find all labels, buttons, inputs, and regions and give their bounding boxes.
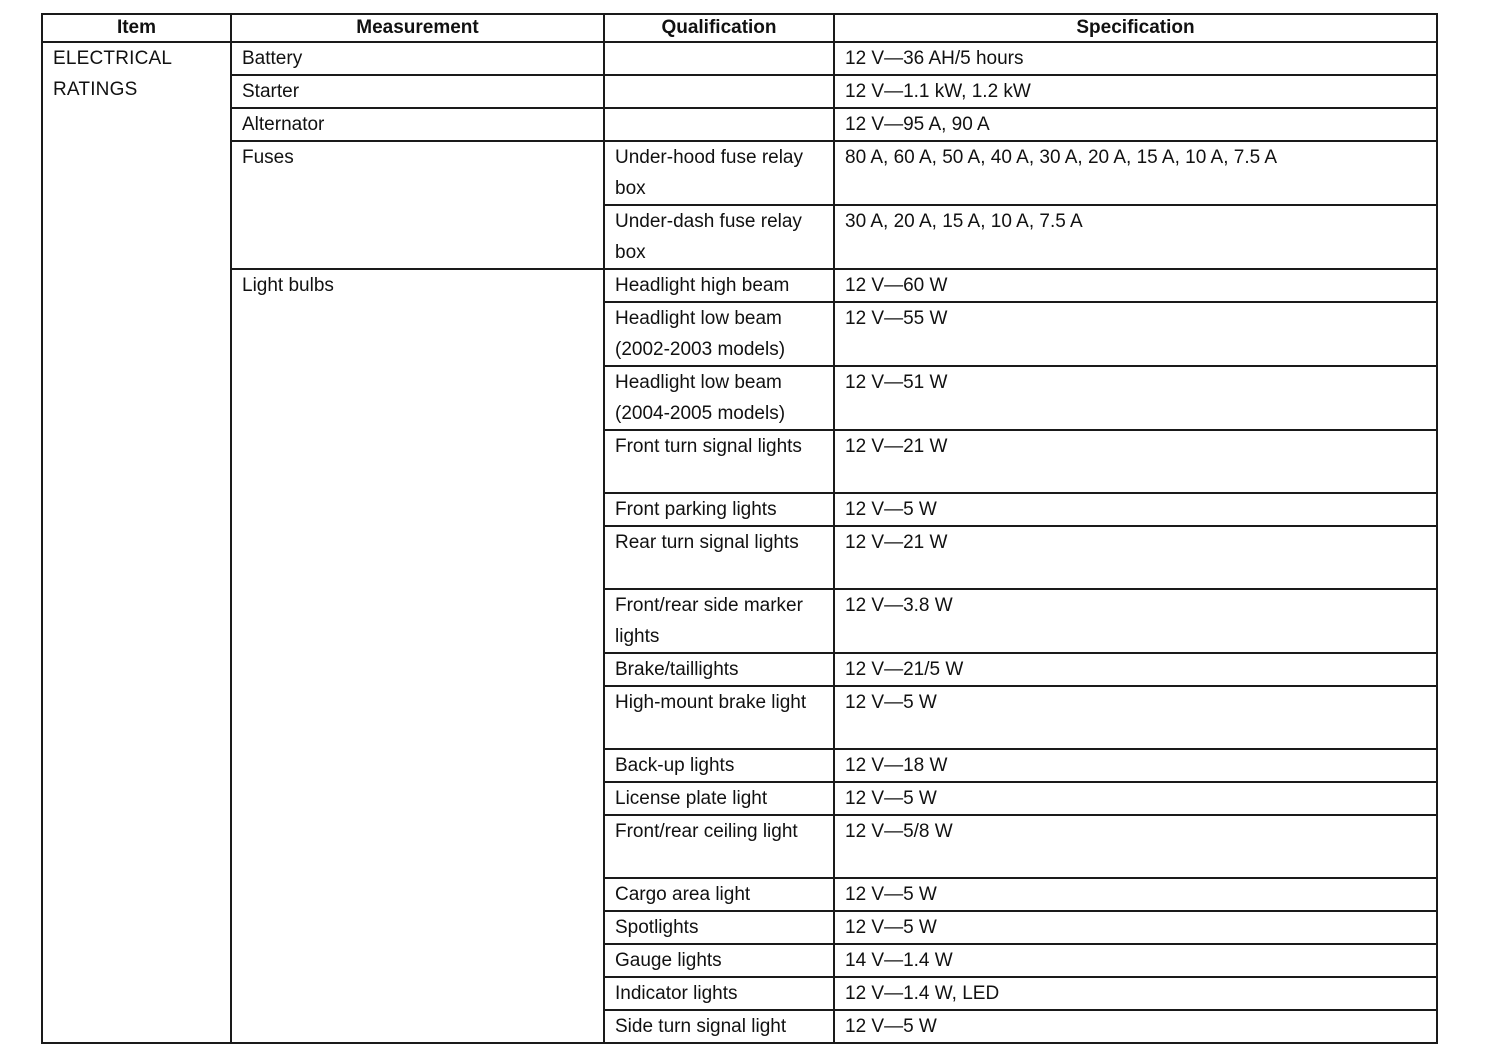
specification-cell: 12 V—1.4 W, LED (834, 977, 1437, 1010)
qualification-cell: Brake/taillights (604, 653, 834, 686)
qualification-cell (604, 108, 834, 141)
table-row (42, 141, 1437, 205)
measurement-light-bulbs: Light bulbs (231, 269, 604, 1043)
table-row (42, 42, 1437, 75)
specification-cell: 14 V—1.4 W (834, 944, 1437, 977)
specification-cell: 12 V—21 W (834, 430, 1437, 493)
qualification-cell: High-mount brake light (604, 686, 834, 749)
specification-cell: 12 V—95 A, 90 A (834, 108, 1437, 141)
qualification-cell (604, 75, 834, 108)
qualification-cell: Front parking lights (604, 493, 834, 526)
table-row (42, 75, 1437, 108)
specification-cell: 12 V—5 W (834, 1010, 1437, 1043)
table-row (42, 269, 1437, 302)
specification-cell: 12 V—21 W (834, 526, 1437, 589)
qualification-cell: Spotlights (604, 911, 834, 944)
qualification-cell: Under-dash fuse relay box (604, 205, 834, 269)
measurement-battery: Battery (231, 42, 604, 75)
qualification-cell: Front turn signal lights (604, 430, 834, 493)
specification-cell: 12 V—5 W (834, 686, 1437, 749)
qualification-cell: Under-hood fuse relay box (604, 141, 834, 205)
specification-cell: 12 V—5 W (834, 782, 1437, 815)
measurement-fuses: Fuses (231, 141, 604, 269)
specification-cell: 12 V—55 W (834, 302, 1437, 366)
measurement-starter: Starter (231, 75, 604, 108)
qualification-cell: Gauge lights (604, 944, 834, 977)
specification-cell: 12 V—36 AH/5 hours (834, 42, 1437, 75)
specification-cell: 12 V—5/8 W (834, 815, 1437, 878)
qualification-cell: Side turn signal light (604, 1010, 834, 1043)
specification-cell: 12 V—21/5 W (834, 653, 1437, 686)
header-qualification: Qualification (604, 14, 834, 42)
specification-cell: 12 V—1.1 kW, 1.2 kW (834, 75, 1437, 108)
qualification-cell (604, 42, 834, 75)
qualification-cell: Indicator lights (604, 977, 834, 1010)
qualification-cell: License plate light (604, 782, 834, 815)
qualification-cell: Headlight low beam (2004-2005 models) (604, 366, 834, 430)
specification-cell: 80 A, 60 A, 50 A, 40 A, 30 A, 20 A, 15 A, 10 A, 7.5 A (834, 141, 1437, 205)
specification-cell: 30 A, 20 A, 15 A, 10 A, 7.5 A (834, 205, 1437, 269)
specification-cell: 12 V—5 W (834, 493, 1437, 526)
measurement-alternator: Alternator (231, 108, 604, 141)
qualification-cell: Rear turn signal lights (604, 526, 834, 589)
specification-cell: 12 V—3.8 W (834, 589, 1437, 653)
qualification-cell: Headlight high beam (604, 269, 834, 302)
qualification-cell: Front/rear side marker lights (604, 589, 834, 653)
specification-cell: 12 V—60 W (834, 269, 1437, 302)
electrical-ratings-table (41, 13, 1438, 1044)
qualification-cell: Cargo area light (604, 878, 834, 911)
specification-cell: 12 V—5 W (834, 911, 1437, 944)
header-specification: Specification (834, 14, 1437, 42)
qualification-cell: Headlight low beam (2002-2003 models) (604, 302, 834, 366)
specification-cell: 12 V—5 W (834, 878, 1437, 911)
table-row (42, 108, 1437, 141)
qualification-cell: Front/rear ceiling light (604, 815, 834, 878)
item-cell-electrical-ratings: ELECTRICAL RATINGS (42, 42, 231, 1043)
header-row (42, 14, 1437, 42)
header-item: Item (42, 14, 231, 42)
qualification-cell: Back-up lights (604, 749, 834, 782)
header-measurement: Measurement (231, 14, 604, 42)
specification-cell: 12 V—51 W (834, 366, 1437, 430)
specification-cell: 12 V—18 W (834, 749, 1437, 782)
